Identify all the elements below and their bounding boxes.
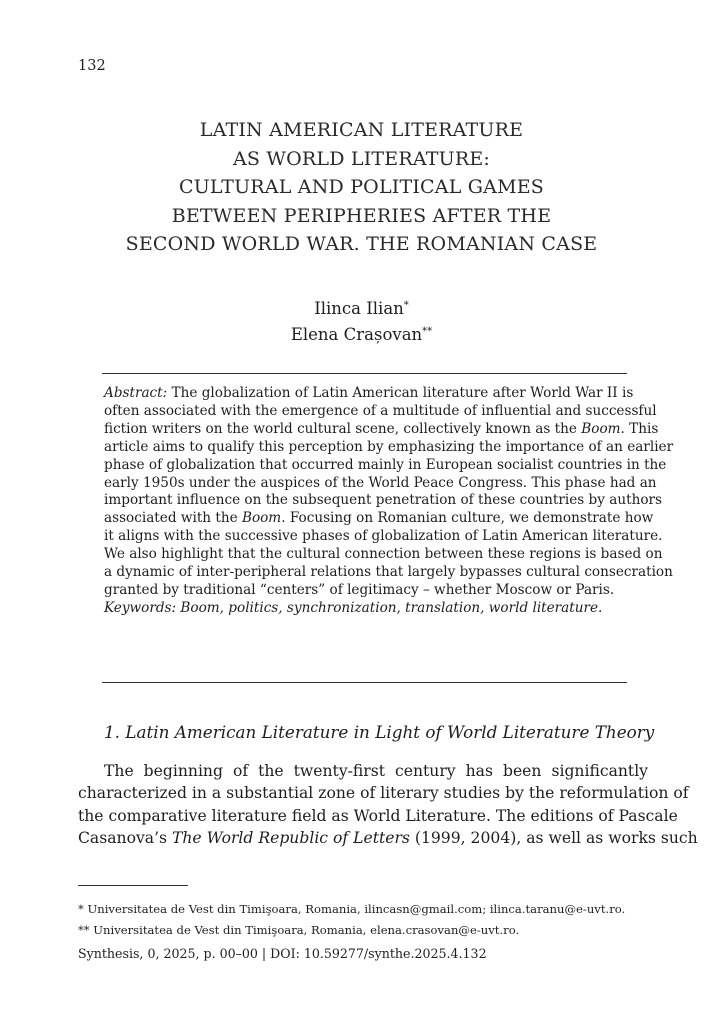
abstract-line: it aligns with the successive phases of globalization of Latin American literature. — [104, 528, 663, 545]
author-1: Ilinca Ilian* — [314, 299, 409, 318]
abstract-line: phase of globalization that occurred mainly in European socialist countries in the — [104, 456, 667, 473]
article-title — [40, 116, 683, 259]
authors — [0, 295, 723, 346]
body-paragraph — [78, 760, 698, 849]
title-line: SECOND WORLD WAR. THE ROMANIAN CASE — [125, 233, 598, 255]
abstract-top-rule — [102, 373, 627, 374]
section-heading: 1. Latin American Literature in Light of World Literature Theory — [104, 722, 655, 742]
abstract — [104, 385, 674, 618]
title-line: BETWEEN PERIPHERIES AFTER THE — [171, 204, 552, 227]
journal-citation: Synthesis, 0, 2025, p. 00–00 | DOI: 10.59277/synthe.2025.4.132 — [78, 946, 487, 961]
abstract-line: We also highlight that the cultural connection between these regions is based on — [104, 546, 663, 563]
body-line: The beginning of the twenty-first century has been significantly — [104, 762, 648, 780]
title-line: CULTURAL AND POLITICAL GAMES — [178, 176, 545, 198]
footnote-1: * Universitatea de Vest din Timişoara, Romania, ilincasn@gmail.com; ilinca.taranu@e-uvt.ro. — [78, 902, 626, 916]
abstract-line: fiction writers on the world cultural scene, collectively known as the Boom. This — [104, 420, 659, 437]
footnote-separator — [78, 885, 188, 886]
page-number: 132 — [78, 58, 106, 74]
abstract-label: Abstract: — [104, 385, 168, 401]
abstract-line: important influence on the subsequent penetration of these countries by authors — [104, 492, 662, 509]
abstract-line: associated with the Boom. Focusing on Romanian culture, we demonstrate how — [104, 510, 654, 527]
abstract-line: a dynamic of inter-peripheral relations that largely bypasses cultural consecration — [104, 564, 673, 581]
title-line: AS WORLD LITERATURE: — [233, 147, 490, 170]
book-title: The World Republic of Letters — [171, 828, 410, 847]
abstract-line: article aims to qualify this perception by emphasizing the importance of an earlier — [104, 438, 674, 455]
abstract-line: early 1950s under the auspices of the World Peace Congress. This phase had an — [104, 474, 657, 491]
footnote-2: ** Universitatea de Vest din Timişoara, Romania, elena.crasovan@e-uvt.ro. — [78, 923, 520, 937]
keywords: Keywords: Boom, politics, synchronization, translation, world literature. — [104, 599, 603, 616]
abstract-line: Abstract: The globalization of Latin American literature after World War II is — [104, 385, 634, 401]
body-line: characterized in a substantial zone of literary studies by the reformulation of — [78, 784, 689, 803]
author-1-footnote-mark: * — [403, 300, 409, 311]
body-line: Casanova’s The World Republic of Letters (1999, 2004), as well as works such — [78, 828, 698, 847]
title-line: LATIN AMERICAN LITERATURE — [199, 119, 524, 141]
abstract-line: granted by traditional “centers” of legitimacy – whether Moscow or Paris. — [104, 581, 615, 598]
body-line: the comparative literature field as World Literature. The editions of Pascale — [78, 806, 678, 825]
author-2-footnote-mark: ** — [422, 325, 433, 337]
abstract-bottom-rule — [102, 682, 627, 683]
abstract-line: often associated with the emergence of a multitude of influential and successful — [104, 402, 657, 419]
footnotes — [78, 899, 658, 941]
author-2: Elena Crașovan** — [290, 324, 433, 344]
